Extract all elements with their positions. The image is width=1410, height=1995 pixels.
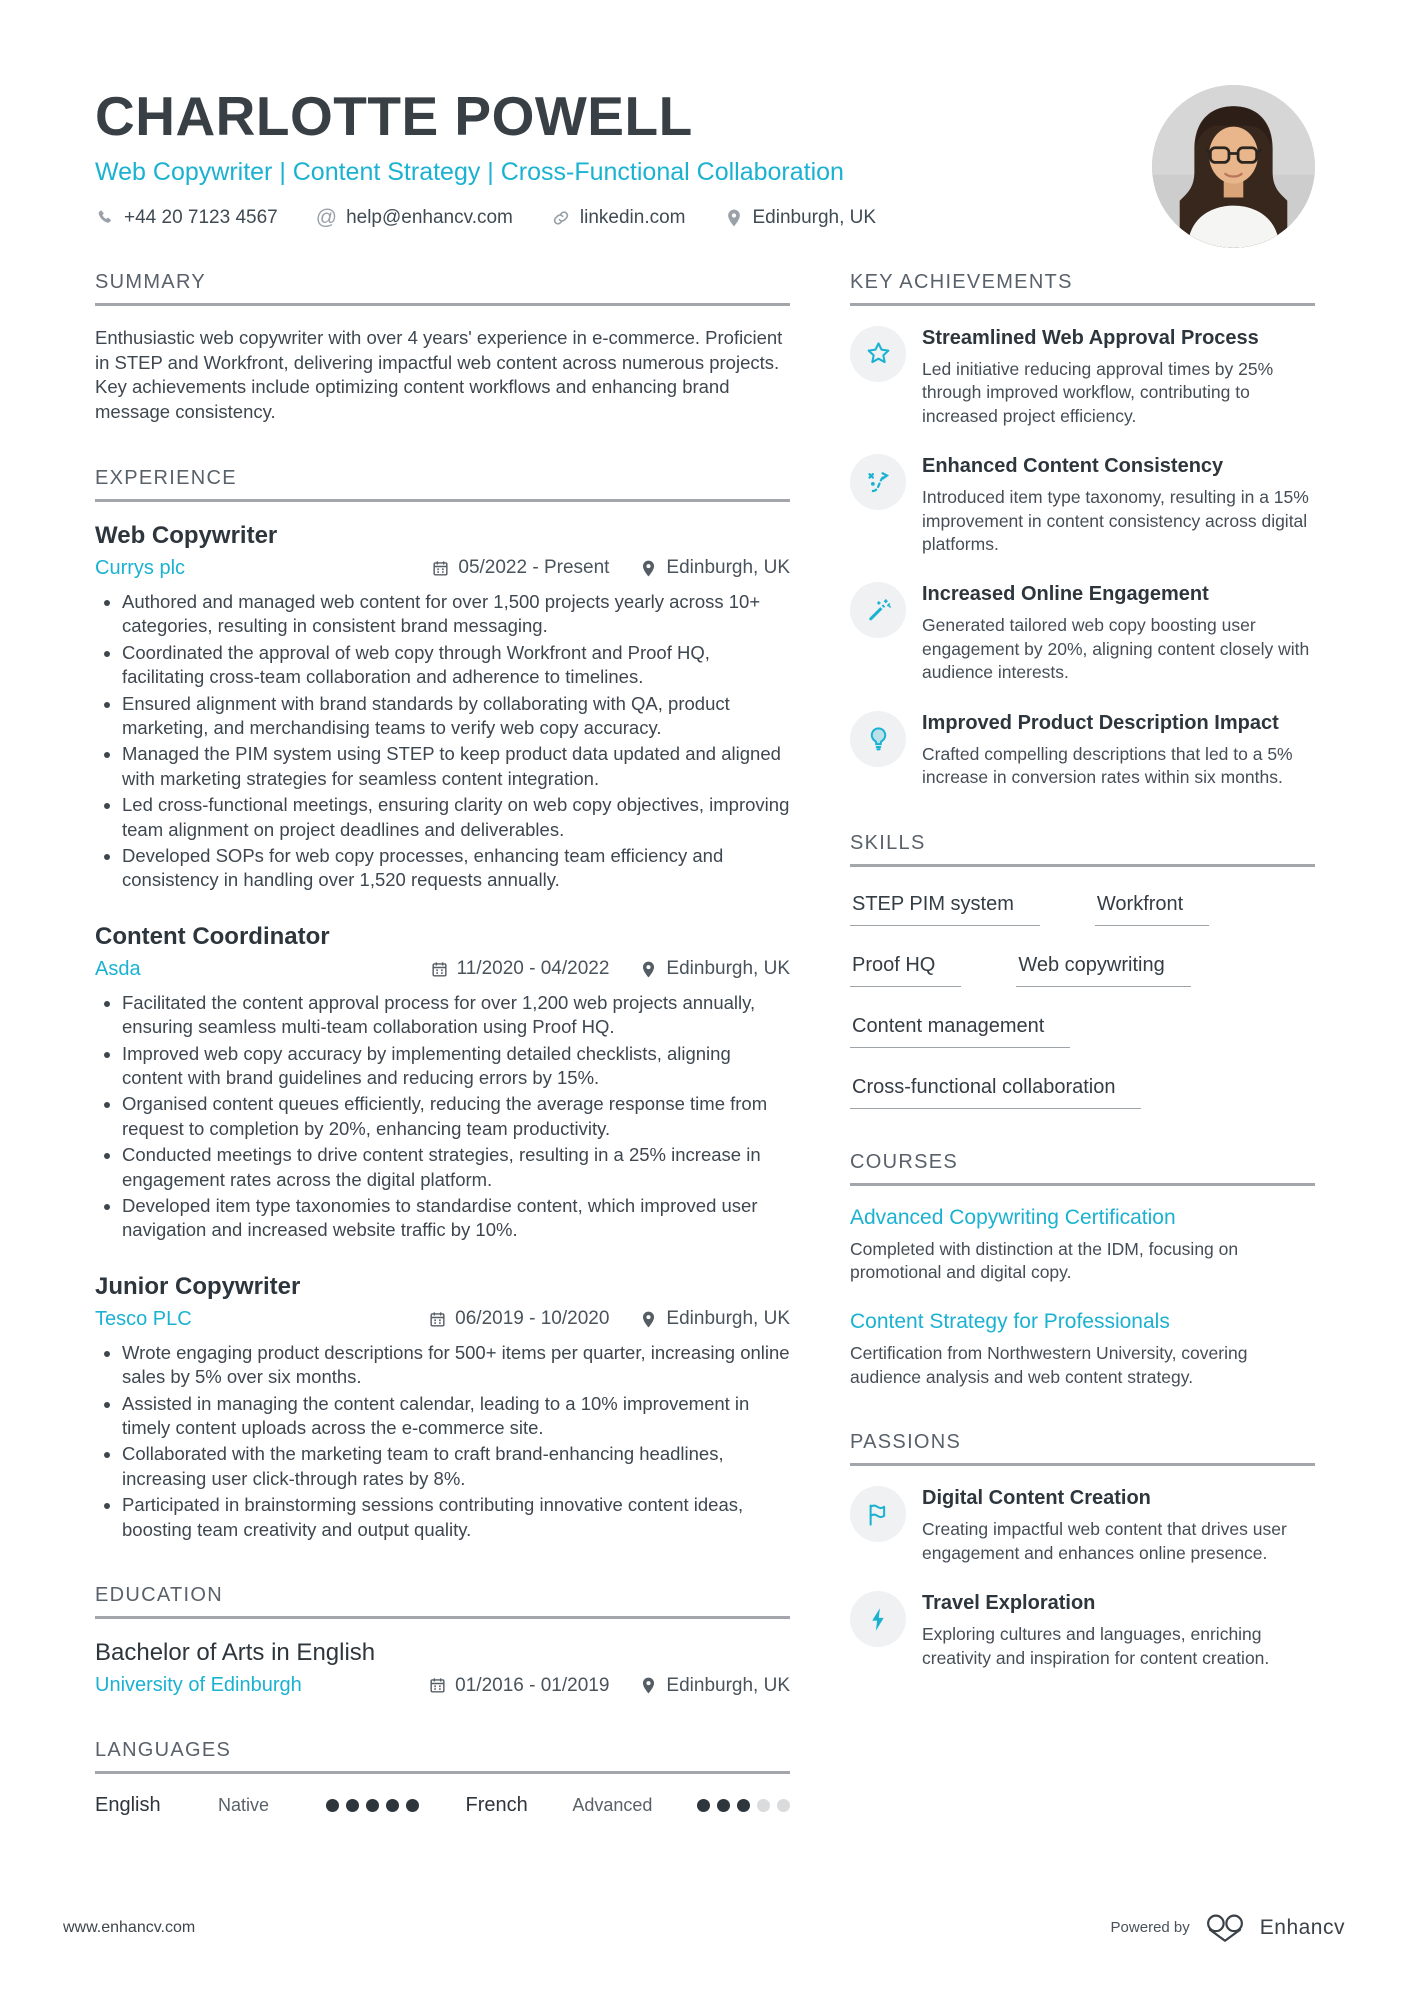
achievement-body bbox=[922, 582, 1315, 684]
content-columns bbox=[0, 271, 1410, 1817]
achievements-section bbox=[850, 271, 1315, 790]
passions-heading: PASSIONS bbox=[850, 1431, 1315, 1466]
calendar-icon bbox=[430, 960, 449, 979]
bullet: • Facilitated the content approval process for over 1,200 web projects annually, ensuring seamless multi-team collaboration using Proof HQ. bbox=[122, 991, 790, 1040]
job-location: Edinburgh, UK bbox=[639, 958, 790, 980]
bullet: • Improved web copy accuracy by implementing detailed checklists, aligning content with brand guidelines and reducing errors by 15%. bbox=[122, 1042, 790, 1091]
skill-item: STEP PIM system bbox=[850, 893, 1040, 926]
passion-title: Travel Exploration bbox=[922, 1592, 1096, 1615]
bullet: • Conducted meetings to drive content strategies, resulting in a 25% increase in engagement rates across the digital platform. bbox=[122, 1143, 790, 1192]
course-title: Content Strategy for Professionals bbox=[850, 1310, 1170, 1334]
achievement-item bbox=[850, 326, 1315, 428]
passion-text: Creating impactful web content that drives user engagement and enhances online presence. bbox=[922, 1519, 1287, 1563]
languages-row bbox=[95, 1794, 790, 1817]
school-name: University of Edinburgh bbox=[95, 1674, 302, 1697]
powered-by[interactable] bbox=[1111, 1912, 1345, 1943]
experience-heading: EXPERIENCE bbox=[95, 467, 790, 502]
powered-by-label: Powered by bbox=[1110, 1919, 1190, 1936]
bullet: • Ensured alignment with brand standards by collaborating with QA, product marketing, and merchandising teams to verify web copy accuracy. bbox=[122, 692, 790, 741]
footer-site-link[interactable]: www.enhancv.com bbox=[63, 1918, 196, 1936]
candidate-name: CHARLOTTE POWELL bbox=[95, 85, 693, 147]
passion-item bbox=[850, 1486, 1315, 1565]
pin-icon bbox=[639, 1310, 658, 1329]
job-dates: 05/2022 - Present bbox=[431, 557, 609, 579]
pin-icon bbox=[639, 960, 658, 979]
passions-section bbox=[850, 1431, 1315, 1670]
bullet: • Authored and managed web content for over 1,500 projects yearly across 10+ categories, resulting in consistent brand messaging. bbox=[122, 590, 790, 639]
achievement-text: Crafted compelling descriptions that led to a 5% increase in conversion rates within six months. bbox=[922, 743, 1293, 788]
skills-section bbox=[850, 832, 1315, 1109]
job-dates: 11/2020 - 04/2022 bbox=[430, 958, 610, 980]
passion-body bbox=[922, 1591, 1315, 1670]
right-column bbox=[850, 271, 1315, 1817]
bullet: • Developed SOPs for web copy processes, enhancing team efficiency and consistency in handling over 1,520 requests annually. bbox=[122, 844, 790, 893]
skill-item: Web copywriting bbox=[1016, 954, 1190, 987]
skill-item: Workfront bbox=[1095, 893, 1209, 926]
course-item bbox=[850, 1310, 1315, 1389]
achievement-title: Improved Product Description Impact bbox=[922, 711, 1279, 734]
contact-email[interactable] bbox=[316, 207, 513, 229]
skill-item: Proof HQ bbox=[850, 954, 961, 987]
skill-item: Cross-functional collaboration bbox=[850, 1076, 1141, 1109]
passion-item bbox=[850, 1591, 1315, 1670]
achievement-title: Streamlined Web Approval Process bbox=[922, 326, 1259, 349]
pin-icon bbox=[639, 1676, 658, 1695]
skills-heading: SKILLS bbox=[850, 832, 1315, 867]
language-level: Advanced bbox=[572, 1795, 653, 1816]
job-location: Edinburgh, UK bbox=[639, 557, 790, 579]
contact-phone[interactable] bbox=[95, 207, 278, 229]
achievement-body bbox=[922, 711, 1315, 790]
bullet: • Coordinated the approval of web copy through Workfront and Proof HQ, facilitating cross-team collaboration and adherence to timelines. bbox=[122, 641, 790, 690]
language-item bbox=[466, 1794, 791, 1817]
avatar-illustration bbox=[1152, 85, 1315, 248]
language-rating-dots bbox=[326, 1799, 419, 1812]
job-bullets bbox=[95, 590, 790, 893]
contact-phone-text: +44 20 7123 4567 bbox=[124, 206, 278, 228]
flag-icon bbox=[850, 1486, 906, 1542]
education-dates: 01/2016 - 01/2019 bbox=[428, 1675, 609, 1697]
star-icon bbox=[850, 326, 906, 382]
achievement-text: Led initiative reducing approval times by 25% through improved workflow, contributing to increased project efficiency. bbox=[922, 358, 1274, 426]
skills-list bbox=[850, 887, 1315, 1109]
achievement-item bbox=[850, 454, 1315, 556]
achievement-title: Enhanced Content Consistency bbox=[922, 455, 1224, 478]
bullet: • Organised content queues efficiently, reducing the average response time from request to completion by 20%, enhancing team productivity. bbox=[122, 1092, 790, 1141]
bullet: • Assisted in managing the content calendar, leading to a 10% improvement in timely content uploads across the e-commerce site. bbox=[122, 1392, 790, 1441]
job-entry bbox=[95, 522, 790, 893]
achievement-text: Generated tailored web copy boosting user engagement by 20%, aligning content closely with audience interests. bbox=[922, 615, 1310, 683]
course-title: Advanced Copywriting Certification bbox=[850, 1205, 1176, 1229]
contact-row bbox=[95, 207, 1315, 229]
passion-body bbox=[922, 1486, 1315, 1565]
calendar-icon bbox=[428, 1676, 447, 1695]
education-location: Edinburgh, UK bbox=[639, 1675, 790, 1697]
job-title: Content Coordinator bbox=[95, 922, 330, 950]
languages-section bbox=[95, 1739, 790, 1817]
contact-linkedin-text: linkedin.com bbox=[579, 206, 686, 228]
degree-title: Bachelor of Arts in English bbox=[95, 1639, 376, 1667]
achievements-heading: KEY ACHIEVEMENTS bbox=[850, 271, 1315, 306]
company-name: Currys plc bbox=[95, 556, 186, 579]
page-footer bbox=[0, 1912, 1410, 1943]
education-meta bbox=[95, 1674, 790, 1697]
achievement-text: Introduced item type taxonomy, resulting in a 15% improvement in content consistency across digital platforms. bbox=[922, 487, 1309, 554]
language-name: English bbox=[95, 1794, 161, 1817]
pin-icon bbox=[639, 559, 658, 578]
bullet: • Managed the PIM system using STEP to keep product data updated and aligned with marketing strategies for seamless content integration. bbox=[122, 742, 790, 791]
passion-text: Exploring cultures and languages, enriching creativity and inspiration for content creation. bbox=[922, 1624, 1270, 1668]
contact-location-text: Edinburgh, UK bbox=[752, 206, 877, 228]
resume-header bbox=[0, 0, 1410, 229]
link-icon bbox=[551, 208, 571, 228]
bullet: • Participated in brainstorming sessions contributing innovative content ideas, boosting team creativity and output quality. bbox=[122, 1493, 790, 1542]
language-level: Native bbox=[218, 1795, 270, 1816]
enhancv-brand-name: Enhancv bbox=[1259, 1915, 1345, 1939]
lightning-icon bbox=[850, 1591, 906, 1647]
bullet: • Collaborated with the marketing team to craft brand-enhancing headlines, increasing user click-through rates by 8%. bbox=[122, 1442, 790, 1491]
achievement-item bbox=[850, 582, 1315, 684]
company-name: Asda bbox=[95, 957, 141, 980]
achievement-title: Increased Online Engagement bbox=[922, 583, 1209, 606]
job-entry bbox=[95, 1273, 790, 1542]
courses-heading: COURSES bbox=[850, 1151, 1315, 1186]
contact-email-text: help@enhancv.com bbox=[346, 206, 513, 228]
calendar-icon bbox=[431, 559, 450, 578]
job-location: Edinburgh, UK bbox=[639, 1308, 790, 1330]
education-section bbox=[95, 1584, 790, 1697]
lightbulb-icon bbox=[850, 711, 906, 767]
left-column bbox=[95, 271, 790, 1817]
job-title: Web Copywriter bbox=[95, 521, 278, 549]
passion-title: Digital Content Creation bbox=[922, 1487, 1151, 1510]
course-item bbox=[850, 1206, 1315, 1285]
language-rating-dots bbox=[697, 1799, 790, 1812]
summary-heading: SUMMARY bbox=[95, 271, 790, 306]
candidate-headline: Web Copywriter | Content Strategy | Cross-Functional Collaboration bbox=[95, 157, 844, 186]
experience-section bbox=[95, 467, 790, 1542]
contact-linkedin[interactable] bbox=[551, 207, 686, 229]
bullet: • Developed item type taxonomies to standardise content, which improved user navigation and increased website traffic by 10%. bbox=[122, 1194, 790, 1243]
strategy-route-icon bbox=[850, 454, 906, 510]
education-heading: EDUCATION bbox=[95, 1584, 790, 1619]
bullet: • Wrote engaging product descriptions for 500+ items per quarter, increasing online sales by 5% over six months. bbox=[122, 1341, 790, 1390]
job-meta bbox=[95, 1308, 790, 1331]
company-name: Tesco PLC bbox=[95, 1307, 192, 1330]
bullet: • Led cross-functional meetings, ensuring clarity on web copy objectives, improving team alignment on project deadlines and deliverables. bbox=[122, 793, 790, 842]
job-dates: 06/2019 - 10/2020 bbox=[428, 1308, 609, 1330]
language-name: French bbox=[465, 1794, 528, 1817]
course-text: Completed with distinction at the IDM, focusing on promotional and digital copy. bbox=[850, 1238, 1239, 1282]
job-title: Junior Copywriter bbox=[95, 1272, 301, 1300]
avatar bbox=[1152, 85, 1315, 248]
courses-section bbox=[850, 1151, 1315, 1390]
pin-icon bbox=[724, 208, 744, 228]
achievement-item bbox=[850, 711, 1315, 790]
enhancv-logo-icon bbox=[1202, 1912, 1248, 1943]
magic-wand-icon bbox=[850, 582, 906, 638]
course-text: Certification from Northwestern University, covering audience analysis and web content strategy. bbox=[850, 1343, 1248, 1387]
skill-item: Content management bbox=[850, 1015, 1070, 1048]
job-bullets bbox=[95, 991, 790, 1243]
at-icon: @ bbox=[315, 206, 338, 230]
summary-section bbox=[95, 271, 790, 425]
languages-heading: LANGUAGES bbox=[95, 1739, 790, 1774]
phone-icon bbox=[95, 208, 115, 228]
summary-text: Enthusiastic web copywriter with over 4 years' experience in e-commerce. Proficient in STEP and Workfront, delivering impactful web content across numerous projects. Key achievements include optimizing content workflows and enhancing brand message consistency. bbox=[95, 326, 783, 423]
contact-location bbox=[724, 207, 877, 229]
language-item bbox=[95, 1794, 420, 1817]
calendar-icon bbox=[428, 1310, 447, 1329]
job-meta bbox=[95, 958, 790, 981]
achievement-body bbox=[922, 454, 1315, 556]
job-meta bbox=[95, 557, 790, 580]
job-bullets bbox=[95, 1341, 790, 1542]
job-entry bbox=[95, 923, 790, 1243]
achievement-body bbox=[922, 326, 1315, 428]
